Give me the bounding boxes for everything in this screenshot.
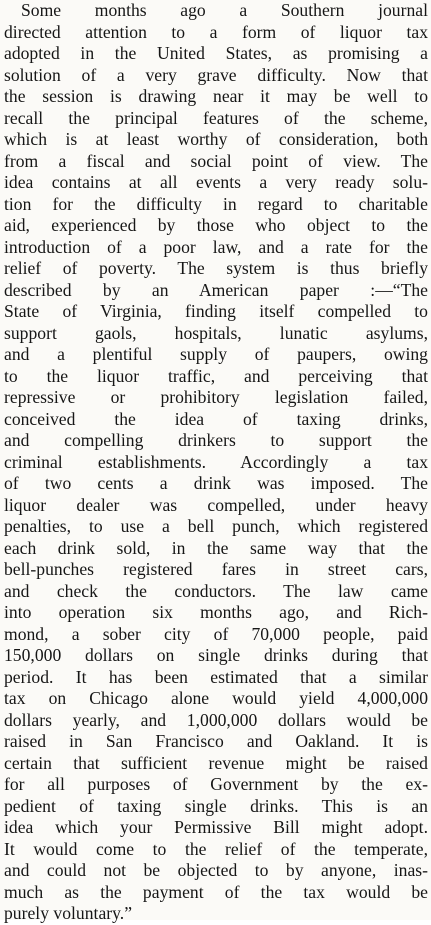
article-line: tion for the difficulty in regard to charitable bbox=[4, 193, 428, 214]
article-line: the session is drawing near it may be well to bbox=[4, 86, 428, 106]
article-line: much as the payment of the tax would be bbox=[4, 881, 428, 902]
article-line: It would come to the relief of the temperate, bbox=[4, 838, 428, 859]
article-line: adopted in the United States, as promising a bbox=[4, 43, 428, 63]
article-line: and compelling drinkers to support the bbox=[4, 430, 428, 450]
article-line: Some months ago a Southern journal bbox=[21, 0, 428, 20]
article-text bbox=[4, 0, 428, 925]
article-line: and a plentiful supply of paupers, owing bbox=[4, 344, 428, 364]
article-line: from a fiscal and social point of view. The bbox=[4, 150, 428, 171]
article-line: tax on Chicago alone would yield 4,000,000 bbox=[4, 688, 428, 708]
article-line: raised in San Francisco and Oakland. It is bbox=[4, 731, 428, 751]
article-line: to the liquor traffic, and perceiving that bbox=[4, 365, 428, 386]
article-line: and could not be objected to by anyone, inas- bbox=[4, 860, 428, 880]
article-line: for all purposes of Government by the ex- bbox=[4, 774, 428, 794]
article-line: mond, a sober city of 70,000 people, paid bbox=[4, 623, 428, 644]
article-line: recall the principal features of the scheme, bbox=[4, 107, 428, 128]
article-line: purely voluntary.” bbox=[4, 903, 133, 923]
article-line: State of Virginia, finding itself compelled to bbox=[4, 301, 428, 321]
article-line: directed attention to a form of liquor tax bbox=[4, 21, 428, 42]
article-line: described by an American paper :—“The bbox=[4, 279, 428, 300]
article-line: and check the conductors. The law came bbox=[4, 580, 428, 601]
article-line: bell-punches registered fares in street cars, bbox=[4, 559, 428, 579]
article-line: idea contains at all events a very ready solu- bbox=[4, 172, 428, 192]
article-line: which is at least worthy of consideration, both bbox=[4, 129, 428, 149]
article-line: 150,000 dollars on single drinks during that bbox=[4, 645, 428, 665]
article-line: of two cents a drink was imposed. The bbox=[4, 473, 428, 493]
article-line: conceived the idea of taxing drinks, bbox=[4, 408, 428, 429]
article-line: relief of poverty. The system is thus briefly bbox=[4, 258, 428, 278]
article-line: repressive or prohibitory legislation failed, bbox=[4, 387, 428, 407]
article-line: aid, experienced by those who object to the bbox=[4, 215, 428, 235]
article-line: liquor dealer was compelled, under heavy bbox=[4, 494, 428, 515]
article-line: idea which your Permissive Bill might adopt. bbox=[4, 817, 428, 837]
article-line: introduction of a poor law, and a rate for the bbox=[4, 236, 428, 257]
article-line: solution of a very grave difficulty. Now that bbox=[4, 64, 428, 85]
article-line: period. It has been estimated that a similar bbox=[4, 666, 428, 687]
article-line: each drink sold, in the same way that the bbox=[4, 537, 428, 558]
article-line: support gaols, hospitals, lunatic asylums, bbox=[4, 322, 428, 343]
article-line: dollars yearly, and 1,000,000 dollars would be bbox=[4, 709, 428, 730]
article-line: certain that sufficient revenue might be raised bbox=[4, 752, 428, 773]
article-line: penalties, to use a bell punch, which registered bbox=[4, 516, 428, 536]
article-line: into operation six months ago, and Rich- bbox=[4, 602, 428, 622]
article-line: pedient of taxing single drinks. This is an bbox=[4, 795, 428, 816]
article-line: criminal establishments. Accordingly a tax bbox=[4, 451, 428, 472]
